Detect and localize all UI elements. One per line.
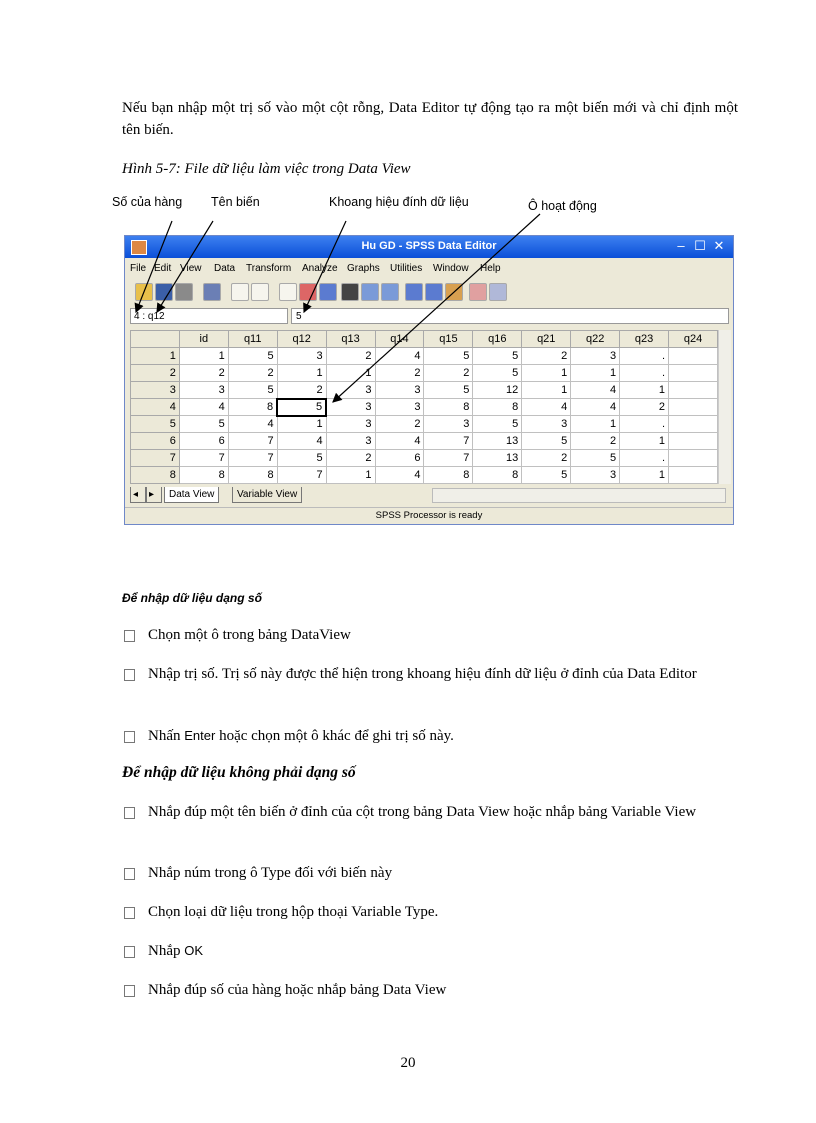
menu-analyze[interactable]: Analyze [302, 263, 338, 274]
data-cell[interactable]: 5 [228, 382, 277, 399]
data-cell[interactable]: 3 [571, 467, 620, 484]
data-cell[interactable]: . [620, 416, 669, 433]
menu-graphs[interactable]: Graphs [347, 263, 380, 274]
data-cell[interactable]: 3 [375, 382, 424, 399]
data-cell[interactable]: 3 [375, 399, 424, 416]
minimize-icon[interactable]: – [677, 238, 685, 253]
column-header[interactable]: q23 [620, 331, 669, 348]
data-cell[interactable]: 1 [620, 433, 669, 450]
column-header[interactable]: q24 [669, 331, 718, 348]
data-cell[interactable]: 7 [228, 433, 277, 450]
data-cell[interactable]: . [620, 365, 669, 382]
menu-view[interactable]: View [180, 263, 202, 274]
data-cell[interactable]: 4 [228, 416, 277, 433]
data-cell[interactable]: 7 [179, 450, 228, 467]
data-cell[interactable]: 5 [473, 416, 522, 433]
list-item: Nhập trị số. Trị số này được thể hiện trong khoang hiệu đính dữ liệu ở đỉnh của Data Editor [124, 663, 738, 685]
data-cell[interactable]: 2 [620, 399, 669, 416]
row-number-cell[interactable]: 2 [131, 365, 180, 382]
data-cell[interactable]: 2 [571, 433, 620, 450]
data-cell[interactable]: 5 [179, 416, 228, 433]
data-cell[interactable]: 8 [473, 399, 522, 416]
data-cell[interactable]: . [620, 348, 669, 365]
data-cell[interactable]: 3 [326, 433, 375, 450]
section-heading-non-numeric: Để nhập dữ liệu không phải dạng số [122, 764, 356, 781]
data-cell[interactable]: 4 [179, 399, 228, 416]
annotation-active-cell: Ô hoạt động [528, 199, 597, 213]
column-header[interactable]: q22 [571, 331, 620, 348]
list-item: Nhắp núm trong ô Type đối với biến này [124, 862, 738, 884]
data-cell[interactable]: 4 [571, 382, 620, 399]
bullet-icon [124, 669, 135, 681]
data-cell[interactable]: 3 [571, 348, 620, 365]
row-number-cell[interactable]: 4 [131, 399, 180, 416]
list-item: Nhắp đúp số của hàng hoặc nhắp bảng Data View [124, 979, 738, 1001]
data-cell[interactable]: 2 [375, 416, 424, 433]
window-title: Hu GD - SPSS Data Editor [361, 240, 497, 252]
data-cell[interactable]: 5 [473, 348, 522, 365]
data-cell[interactable]: 6 [375, 450, 424, 467]
cell-reference-box: 4 : q12 [130, 308, 288, 324]
bullet-icon [124, 868, 135, 880]
data-cell[interactable]: 3 [522, 416, 571, 433]
data-cell[interactable]: 2 [228, 365, 277, 382]
menu-utilities[interactable]: Utilities [390, 263, 423, 274]
data-cell[interactable]: 4 [277, 433, 326, 450]
data-cell[interactable]: 1 [326, 467, 375, 484]
data-cell[interactable]: 5 [228, 348, 277, 365]
data-cell[interactable]: 8 [473, 467, 522, 484]
tab-variable-view[interactable]: Variable View [232, 487, 302, 503]
data-cell[interactable]: 8 [228, 399, 277, 416]
data-cell[interactable]: 5 [277, 450, 326, 467]
data-cell[interactable]: 4 [375, 348, 424, 365]
data-cell[interactable]: 1 [522, 382, 571, 399]
annotation-variable-name: Tên biến [211, 195, 260, 209]
data-cell[interactable]: 1 [620, 467, 669, 484]
arrow-active-cell [333, 214, 540, 402]
data-cell[interactable]: 8 [424, 467, 473, 484]
list-item: Chọn một ô trong bảng DataView [124, 624, 738, 646]
data-cell[interactable]: 1 [326, 365, 375, 382]
scroll-right-icon[interactable]: ▸ [146, 487, 162, 503]
annotation-edit-area: Khoang hiệu đính dữ liệu [329, 195, 469, 209]
data-cell[interactable]: 7 [277, 467, 326, 484]
close-icon[interactable]: ✕ [713, 238, 725, 253]
menu-window[interactable]: Window [433, 263, 469, 274]
menu-data[interactable]: Data [214, 263, 236, 274]
data-cell[interactable]: 2 [522, 348, 571, 365]
data-cell[interactable]: 3 [326, 416, 375, 433]
column-header[interactable]: q16 [473, 331, 522, 348]
data-cell[interactable]: 8 [424, 399, 473, 416]
intro-paragraph: Nếu bạn nhập một trị số vào một cột rỗng, Data Editor tự động tạo ra một biến mới và chỉ định một tên biến. [122, 100, 738, 138]
row-number-cell[interactable]: 7 [131, 450, 180, 467]
column-header[interactable]: q12 [277, 331, 326, 348]
data-cell[interactable]: 5 [571, 450, 620, 467]
data-cell[interactable]: 4 [571, 399, 620, 416]
data-cell[interactable]: 3 [179, 382, 228, 399]
data-cell[interactable]: 13 [473, 450, 522, 467]
data-cell[interactable]: 6 [179, 433, 228, 450]
data-cell[interactable]: 2 [326, 450, 375, 467]
menu-edit[interactable]: Edit [154, 263, 172, 274]
data-cell[interactable]: 4 [375, 467, 424, 484]
scroll-left-icon[interactable]: ◂ [130, 487, 146, 503]
data-cell[interactable]: 1 [620, 382, 669, 399]
data-cell[interactable]: 5 [424, 348, 473, 365]
data-cell[interactable]: 2 [424, 365, 473, 382]
menu-help[interactable]: Help [480, 263, 501, 274]
annotation-row-number: Số của hàng [112, 195, 183, 209]
column-header[interactable]: id [179, 331, 228, 348]
bullet-icon [124, 985, 135, 997]
cell-editor-input[interactable]: 5 [291, 308, 729, 324]
data-cell[interactable]: 4 [522, 399, 571, 416]
data-cell[interactable]: 3 [326, 399, 375, 416]
data-cell[interactable]: 7 [228, 450, 277, 467]
row-number-cell[interactable]: 8 [131, 467, 180, 484]
arrow-row-number [136, 221, 172, 312]
enter-key-label: Enter [184, 728, 216, 743]
data-cell[interactable]: 5 [522, 433, 571, 450]
data-cell[interactable]: 8 [228, 467, 277, 484]
column-header[interactable]: q13 [326, 331, 375, 348]
list-item: Nhấn Enter hoặc chọn một ô khác để ghi trị số này. [124, 725, 738, 747]
bullet-icon [124, 630, 135, 642]
active-cell[interactable]: 5 [277, 399, 326, 416]
data-cell[interactable]: 8 [179, 467, 228, 484]
page-number: 20 [400, 1055, 416, 1071]
arrow-variable-name [157, 221, 213, 312]
status-bar: SPSS Processor is ready [125, 507, 733, 524]
data-cell[interactable]: 1 [522, 365, 571, 382]
figure-caption: Hình 5-7: File dữ liệu làm việc trong Data View [122, 161, 411, 177]
data-cell[interactable]: 5 [522, 467, 571, 484]
menu-transform[interactable]: Transform [246, 263, 292, 274]
bullet-icon [124, 946, 135, 958]
row-number-cell[interactable]: 5 [131, 416, 180, 433]
data-cell[interactable]: 1 [277, 365, 326, 382]
data-cell[interactable]: 1 [571, 365, 620, 382]
data-cell[interactable]: 2 [375, 365, 424, 382]
data-cell[interactable]: 12 [473, 382, 522, 399]
data-cell[interactable]: 3 [277, 348, 326, 365]
data-cell[interactable]: 3 [424, 416, 473, 433]
row-number-cell[interactable]: 3 [131, 382, 180, 399]
list-item: Nhắp đúp một tên biến ở đỉnh của cột trong bảng Data View hoặc nhắp bảng Variable View [124, 801, 738, 823]
data-cell[interactable]: . [620, 450, 669, 467]
data-cell[interactable]: 7 [424, 450, 473, 467]
data-cell[interactable]: 2 [326, 348, 375, 365]
list-item: Nhắp OK [124, 940, 738, 962]
data-cell[interactable]: 4 [375, 433, 424, 450]
menu-file[interactable]: File [130, 263, 147, 274]
bullet-icon [124, 907, 135, 919]
arrow-edit-area [304, 221, 346, 312]
maximize-icon[interactable]: ☐ [694, 238, 706, 253]
data-cell[interactable]: 3 [326, 382, 375, 399]
data-cell[interactable]: 13 [473, 433, 522, 450]
section-heading-numeric: Để nhập dữ liệu dạng số [122, 591, 262, 605]
list-item: Chọn loại dữ liệu trong hộp thoại Variable Type. [124, 901, 738, 923]
data-cell[interactable]: 7 [424, 433, 473, 450]
column-header[interactable]: q11 [228, 331, 277, 348]
column-header[interactable]: q21 [522, 331, 571, 348]
data-cell[interactable]: 1 [571, 416, 620, 433]
column-header[interactable]: q14 [375, 331, 424, 348]
data-cell[interactable]: 1 [277, 416, 326, 433]
data-cell[interactable]: 2 [277, 382, 326, 399]
bullet-icon [124, 731, 135, 743]
data-cell[interactable]: 5 [473, 365, 522, 382]
column-header[interactable]: q15 [424, 331, 473, 348]
data-cell[interactable]: 1 [179, 348, 228, 365]
ok-key-label: OK [184, 943, 204, 958]
bullet-icon [124, 807, 135, 819]
data-cell[interactable]: 2 [179, 365, 228, 382]
row-number-cell[interactable]: 1 [131, 348, 180, 365]
row-number-cell[interactable]: 6 [131, 433, 180, 450]
data-cell[interactable]: 5 [424, 382, 473, 399]
data-cell[interactable]: 2 [522, 450, 571, 467]
tab-data-view[interactable]: Data View [164, 487, 219, 503]
